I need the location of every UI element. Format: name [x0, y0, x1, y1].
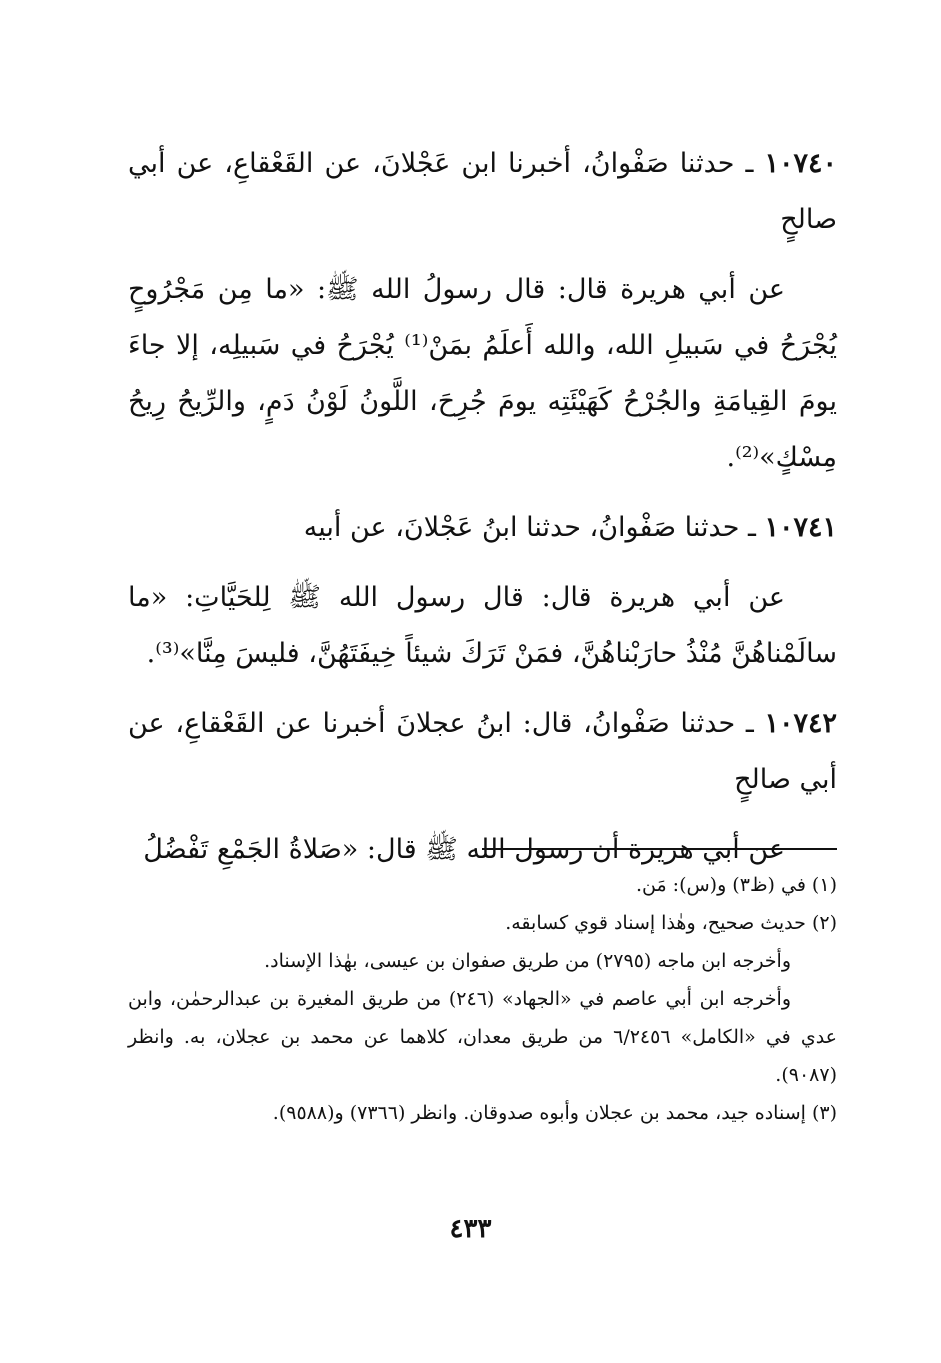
- page-number: ٤٣٣: [449, 1214, 492, 1244]
- isnad-text: ـ حدثنا صَفْوانُ، حدثنا ابنُ عَجْلانَ، عن أبيه: [303, 512, 756, 543]
- hadith-number: ١٠٧٤٠: [764, 148, 837, 179]
- isnad-text: ـ حدثنا صَفْوانُ، قال: ابنُ عجلانَ أخبرنا عن القَعْقاعِ، عن أبي صالحٍ: [128, 708, 837, 795]
- footnote-3: (٣) إسناده جيد، محمد بن عجلان وأبوه صدوقان. وانظر (٧٣٦٦) و(٩٥٨٨).: [272, 1102, 837, 1124]
- hadith-10740-matn: عن أبي هريرة قال: قال رسولُ الله ﷺ: «ما مِن مَجْرُوحٍ يُجْرَحُ في سَبيلِ الله، والله أَعلَمُ بمَنْ⁽¹⁾ يُجْرَحُ في سَبيلِه، إلا جاءَ يومَ القِيامَةِ والجُرْحُ كَهَيْئَتِه يومَ جُرِحَ، اللَّونُ لَوْنُ دَمٍ، والرِّيحُ رِيحُ مِسْكٍ»⁽²⁾.: [128, 274, 837, 473]
- hadith-10742-matn: عن أبي هريرة أن رسول الله ﷺ قال: «صَلاةُ الجَمْعِ تَفْضُلُ: [143, 834, 785, 865]
- footnote-2-cont-2: وأخرجه ابن أبي عاصم في «الجهاد» (٢٤٦) من طريق المغيرة بن عبدالرحمٰن، وابن عدي في «الكامل» ٦/٢٤٥٦ من طريق معدان، كلاهما عن محمد بن عجلان، به. وانظر (٩٠٨٧).: [128, 988, 838, 1086]
- hadith-10741-isnad: [128, 500, 837, 556]
- hadith-10742-isnad: [128, 696, 837, 808]
- hadith-10740-isnad: [128, 136, 837, 248]
- isnad-text: ـ حدثنا صَفْوانُ، أخبرنا ابن عَجْلانَ، عن القَعْقاعِ، عن أبي صالحٍ: [128, 148, 837, 235]
- footnote-2: (٢) حديث صحيح، وهٰذا إسناد قوي كسابقه.: [505, 912, 837, 934]
- footnote-separator: [482, 848, 837, 850]
- hadith-10741-matn: عن أبي هريرة قال: قال رسول الله ﷺ لِلحَيَّاتِ: «ما سالَمْناهُنَّ مُنْذُ حارَبْناهُنَّ، فمَنْ تَرَكَ شيئاً خِيفَتَهُنَّ، فليسَ مِنَّا»⁽³⁾.: [128, 582, 837, 669]
- hadith-number: ١٠٧٤٢: [764, 708, 837, 739]
- footnotes: [128, 866, 837, 1132]
- footnote-1: (١) في (ظ٣) و(س): مَن.: [635, 874, 837, 896]
- footnote-2-cont-1: وأخرجه ابن ماجه (٢٧٩٥) من طريق صفوان بن عيسى، بهٰذا الإسناد.: [264, 950, 791, 972]
- main-text: [128, 136, 837, 892]
- hadith-number: ١٠٧٤١: [764, 512, 837, 543]
